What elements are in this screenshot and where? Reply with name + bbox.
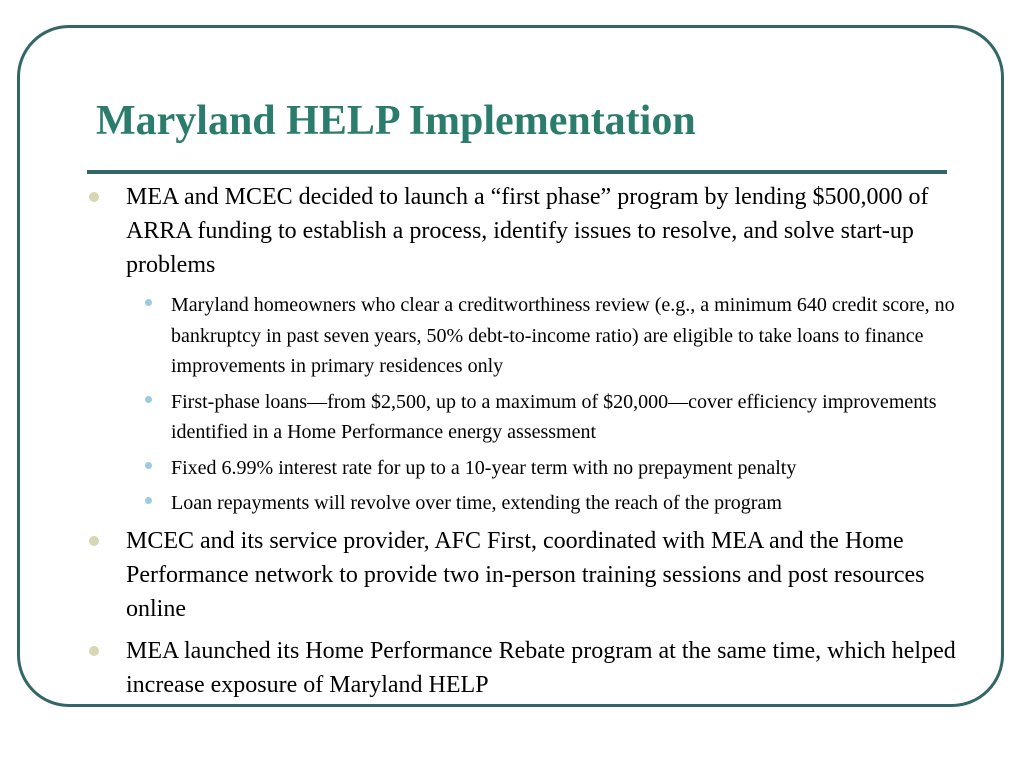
sub-bullet-dot-icon (145, 299, 152, 306)
slide-content (88, 180, 988, 710)
sub-bullet-item (126, 453, 988, 484)
title-underline (87, 170, 947, 174)
sub-bullet-text: First-phase loans—from $2,500, up to a maximum of $20,000—cover efficiency improvements identified in a Home Performance energy assessment (171, 390, 937, 443)
bullet-dot-icon (89, 536, 99, 546)
sub-bullet-text: Fixed 6.99% interest rate for up to a 10-year term with no prepayment penalty (171, 456, 797, 479)
sub-bullet-item (126, 488, 988, 519)
sub-bullet-dot-icon (145, 396, 152, 403)
bullet-item (88, 524, 988, 626)
bullet-item (88, 180, 988, 282)
sub-bullet-text: Maryland homeowners who clear a creditworthiness review (e.g., a minimum 640 credit score, no bankruptcy in past seven years, 50% debt-to-income ratio) are eligible to take loans to finance improvements in primary residences only (171, 294, 955, 377)
sub-bullet-list (88, 290, 988, 519)
bullet-dot-icon (89, 646, 99, 656)
sub-bullet-text: Loan repayments will revolve over time, extending the reach of the program (171, 492, 782, 514)
bullet-dot-icon (89, 192, 99, 202)
sub-bullet-dot-icon (145, 462, 152, 469)
bullet-text: MCEC and its service provider, AFC First, coordinated with MEA and the Home Performance network to provide two in-person training sessions and post resources online (126, 527, 925, 622)
sub-bullet-item (126, 290, 988, 382)
bullet-text: MEA and MCEC decided to launch a “first phase” program by lending $500,000 of ARRA funding to establish a process, identify issues to resolve, and solve start-up problems (126, 184, 929, 278)
bullet-text: MEA launched its Home Performance Rebate program at the same time, which helped increase exposure of Maryland HELP (126, 637, 956, 698)
slide-title: Maryland HELP Implementation (96, 98, 696, 144)
sub-bullet-item (126, 387, 988, 448)
bullet-item (88, 634, 988, 702)
sub-bullet-dot-icon (145, 497, 152, 504)
